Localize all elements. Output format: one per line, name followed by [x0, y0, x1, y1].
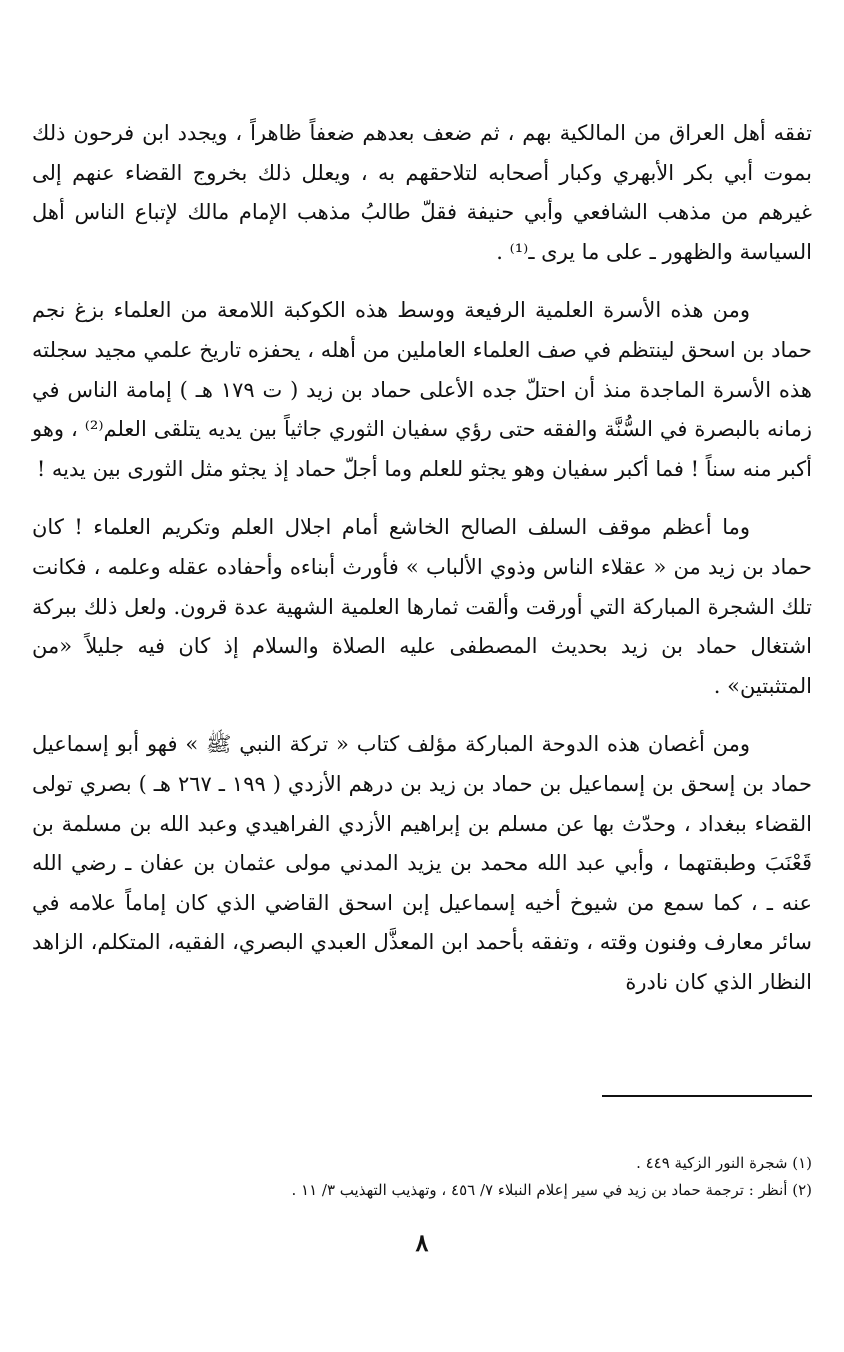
footnote-1: (١) شجرة النور الزكية ٤٤٩ . — [636, 1154, 812, 1172]
paragraph-3: وما أعظم موقف السلف الصالح الخاشع أمام اجلال العلم وتكريم العلماء ! كان حماد بن زيد من « عقلاء الناس وذوي الألباب » فأورث أبناءه وأحفاده عقله وعلمه ، فكانت تلك الشجرة المباركة التي أورقت وألقت ثمارها العلمية الشهية عدة قرون. ولعل ذلك ببركة اشتغال حماد بن زيد بحديث المصطفى عليه الصلاة والسلام إذ كان فيه جليلاً «من المتثبتين» . — [32, 515, 812, 698]
footnotes — [32, 1150, 812, 1204]
paragraph-1: تفقه أهل العراق من المالكية بهم ، ثم ضعف بعدهم ضعفاً ظاهراً ، ويجدد ابن فرحون ذلك بموت أبي بكر الأبهري وكبار أصحابه لتلاحقهم به ، ويعلل ذلك بخروج القضاء عنهم إلى غيرهم من مذهب الشافعي وأبي حنيفة فقلّ طالبُ مذهب الإمام مالك لإتباع الناس أهل السياسة والظهور ـ على ما يرى ـ⁽¹⁾ . — [32, 121, 812, 264]
footnote-separator — [602, 1095, 812, 1097]
paragraph-2: ومن هذه الأسرة العلمية الرفيعة ووسط هذه الكوكبة اللامعة من العلماء بزغ نجم حماد بن اسحق لينتظم في صف العلماء العاملين من أهله ، يحفزه تاريخ علمي مجيد سجلته هذه الأسرة الماجدة منذ أن احتلّ جده الأعلى حماد بن زيد ( ت ١٧٩ هـ ) إمامة الناس في زمانه بالبصرة في السُّنَّة والفقه حتى رؤي سفيان الثوري جاثياً بين يديه يتلقى العلم⁽²⁾ ، وهو أكبر منه سناً ! فما أكبر سفيان وهو يجثو للعلم وما أجلّ حماد إذ يجثو مثل الثورى بين يديه ! — [32, 298, 813, 481]
paragraph-4: ومن أغصان هذه الدوحة المباركة مؤلف كتاب « تركة النبي ﷺ » فهو أبو إسماعيل حماد بن إسحق بن إسماعيل بن حماد بن زيد بن درهم الأزدي ( ١٩٩ ـ ٢٦٧ هـ ) بصري تولى القضاء ببغداد ، وحدّث بها عن مسلم بن إبراهيم الأزدي الفراهيدي وعبد الله بن مسلمة بن قَعْنَبَ وطبقتهما ، وأبي عبد الله محمد بن يزيد المدني مولى عثمان بن عفان ـ رضي الله عنه ـ ، كما سمع من شيوخ أخيه إسماعيل إبن اسحق القاضي الذي كان إماماً علامه في سائر معارف وفنون وقته ، وتفقه بأحمد ابن المعذَّل العبدي البصري، الفقيه، المتكلم، الزاهد النظار الذي كان نادرة — [32, 732, 812, 994]
page-number: ٨ — [415, 1228, 429, 1257]
main-text — [32, 114, 812, 1002]
footnote-2: (٢) أنظر : ترجمة حماد بن زيد في سير إعلام النبلاء ٧/ ٤٥٦ ، وتهذيب التهذيب ٣/ ١١ . — [291, 1181, 812, 1199]
